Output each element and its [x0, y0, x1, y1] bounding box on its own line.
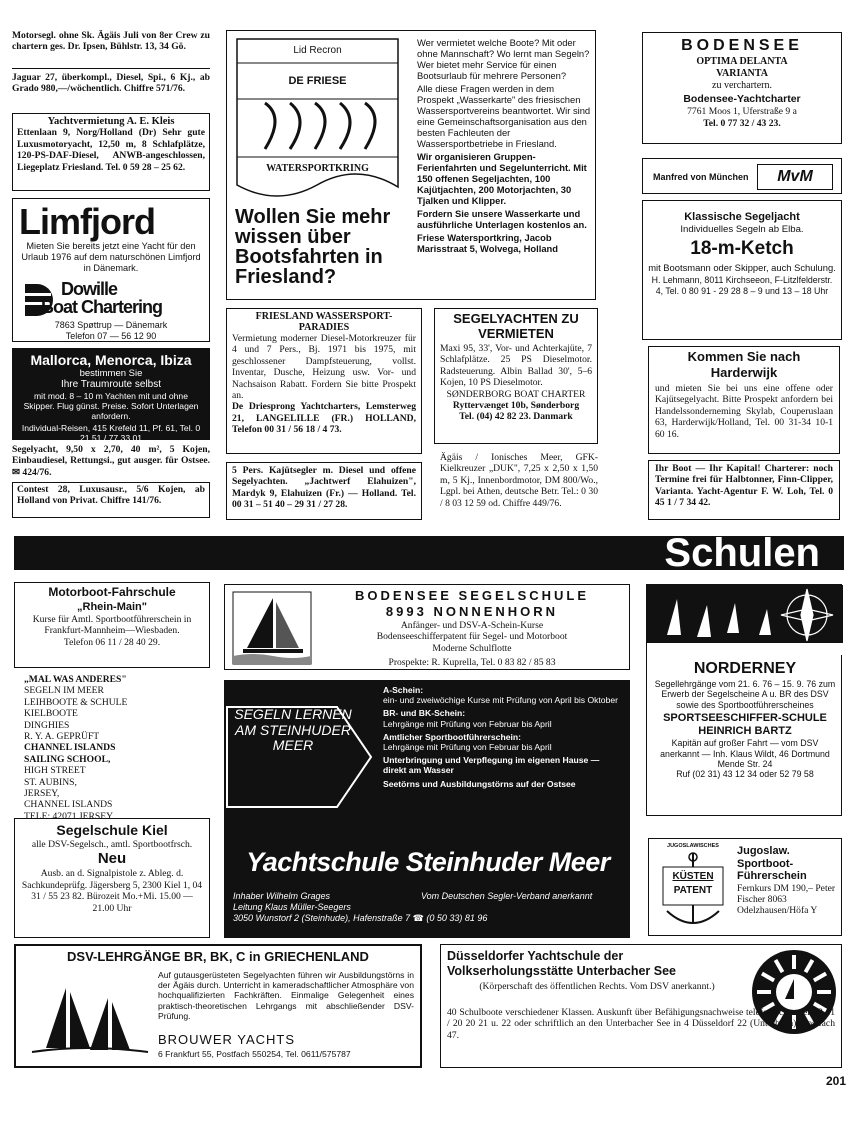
badge-top: JUGOSLAWISCHES: [667, 843, 719, 849]
steinhude-items: [383, 685, 623, 789]
limfjord-title: Limfjord: [19, 201, 155, 242]
ad-unterbach: [440, 944, 842, 1068]
segelyachten-body: Maxi 95, 33', Vor- und Achterkajüte, 7 Schlafplätze. 25 PS Dieselmotor. Radsteuerung. Albin Ballad 30', 5–6 Kojen, 10 PS Dieselmotor.: [440, 343, 592, 389]
badge-mid: KÜSTEN: [672, 871, 714, 882]
ad-yachtschule-steinhude: [224, 680, 630, 938]
item-amtl-text: Lehrgänge mit Prüfung von Februar bis April: [383, 742, 552, 753]
griechenland-body: Auf gutausgerüsteten Segelyachten führen wir Ausbildungstörns in der Ägäis durch. Unterricht in kameradschaftlicher Atmosphäre von hochqualifizierten Fachkräften. Einmalige Gelegenheit eines praktisch-theoretischen Lehrgangs mit abschließender DSV-Prüfung.: [158, 970, 414, 1021]
mallorca-footer: Individual-Reisen, 415 Krefeld 11, Pf. 61, Tel. 0 21 51 / 77 33 01: [21, 423, 201, 443]
norderney-phone: Ruf (02 31) 43 12 34 oder 52 79 58: [676, 769, 814, 780]
ad-segelyacht: Segelyacht, 9,50 x 2,70, 40 m², 5 Kojen, Einbaudiesel, Rettungsi., gut ausger. für Ostsee. ✉ 424/76.: [12, 444, 210, 478]
item-amtl-title: Amtlicher Sportbootführerschein:: [383, 731, 521, 742]
ad-bodensee-segelschule: [224, 584, 630, 670]
friese-logo-mid: DE FRIESE: [288, 75, 347, 87]
ad-jugoslaw-patent: [648, 838, 842, 936]
bodensee-title: BODENSEE: [681, 37, 803, 54]
mallorca-sub: bestimmen Sie: [79, 368, 143, 379]
norderney-detail: Kapitän auf großer Fahrt — vom DSV anerkannt — Inh. Klaus Wildt, 46 Dortmund Mende Str. 24: [660, 738, 830, 770]
ad-ketch: [642, 200, 842, 340]
item-a-title: A-Schein:: [383, 685, 424, 695]
jugoslaw-title: Jugoslaw. Sportboot-Führerschein: [737, 845, 807, 882]
page-number: 201: [826, 1074, 847, 1088]
friese-para1: Alle diese Fragen werden in dem Prospekt „Wasserkarte" des friesischen Wassersportvereins beantwortet. Wir sind eine Gemeinschaftsorganisation aus den besten Fachleuten der Wassersportbetriebe in Friesland.: [417, 83, 591, 149]
steinhude-arrow-text: SEGELN LERNEN AM STEINHUDER MEER: [234, 706, 352, 753]
bodensee-address: 7761 Moos 1, Uferstraße 9 a: [687, 106, 797, 117]
ad-duk: Ägäis / Ionisches Meer, GFK-Kielkreuzer „DUK", 7,25 x 2,50 x 1,50 m, 5 Kj., Innenbordmotor, DM 800/Wo., Lgpl. bei Athen, deutsche Betr. Tel.: 0 30 / 8 03 12 59 od. Chiffre 449/76.: [440, 452, 598, 509]
kiel-sub: alle DSV-Segelsch., amtl. Sportbootfrsch.: [31, 839, 193, 850]
sailboats-icon: [26, 968, 152, 1064]
mallorca-title: Mallorca, Menorca, Ibiza: [30, 352, 192, 368]
bodensee-company: Bodensee-Yachtcharter: [683, 93, 801, 105]
rheinmain-body: Kurse für Amtl. Sportbootführerschein in Frankfurt-Mannheim—Wiesbaden.: [32, 614, 192, 637]
ad-segelyachten-vermieten: [434, 308, 598, 444]
unterbach-title: Düsseldorfer Yachtschule der Volkserholungsstätte Unterbacher See: [447, 949, 677, 978]
jersey-body: SEGELN IM MEER LEIHBOOTE & SCHULE KIELBOOTE DINGHIES R. Y. A. GEPRÜFT: [24, 685, 128, 743]
ad-mvm-header: [642, 158, 842, 194]
steinhude-addr: 3050 Wunstorf 2 (Steinhude), Hafenstraße 7: [233, 913, 411, 923]
steinhude-script: Yachtschule Steinhuder Meer: [246, 847, 610, 877]
sailboat-photo-icon: [233, 592, 311, 664]
item-br-title: BR- und BK-Schein:: [383, 708, 466, 719]
ad-friese-watersportkring: [226, 30, 596, 300]
item-br-text: Lehrgänge mit Prüfung von Februar bis April: [383, 718, 552, 729]
item-a-text: ein- und zweiwöchige Kurse mit Prüfung von April bis Oktober: [383, 695, 619, 706]
ad-segelschule-kiel: [14, 818, 210, 938]
ad-bodensee-charter: [642, 32, 842, 144]
norderney-sails-icon: [647, 585, 843, 655]
nonnenhorn-subtitle: 8993 NONNENHORN: [385, 604, 559, 619]
ad-kajuetsegler: 5 Pers. Kajütsegler m. Diesel und offene Segelyachten. „Jachtwerf Elahuizen", Mardyk 9, Elahuizen (Fr.) — Holland. Tel. 00 31 – 51 40 – 29 31 / 27 28.: [226, 462, 422, 520]
jersey-address: HIGH STREET ST. AUBINS, JERSEY, CHANNEL ISLANDS TELE: 42071 JERSEY: [24, 765, 114, 822]
schulen-banner: [14, 531, 844, 575]
griechenland-address: 6 Frankfurt 55, Postfach 550254, Tel. 0611/575787: [158, 1049, 351, 1059]
item-unterbringung: Unterbringung und Verpflegung im eigenen Hause — direkt am Wasser: [383, 755, 600, 776]
ketch-headline: 18-m-Ketch: [690, 238, 794, 259]
bodensee-line1: OPTIMA DELANTA: [696, 56, 788, 67]
ketch-body: mit Bootsmann oder Skipper, auch Schulung.: [648, 262, 836, 273]
nonnenhorn-line2: Bodenseeschifferpatent für Segel- und Motorboot: [376, 631, 568, 643]
rheinmain-sub: „Rhein-Main": [77, 601, 147, 613]
friese-bold3: Friese Watersportkring, Jacob Marisstraat 5, Wolvega, Holland: [417, 232, 559, 254]
limfjord-phone: Telefon 07 — 56 12 90: [65, 331, 157, 341]
limfjord-body: Mieten Sie bereits jetzt eine Yacht für den Urlaub 1976 auf dem naturschönen Limfjord in Dänemark.: [21, 241, 201, 273]
griechenland-brand: BROUWER YACHTS: [158, 1032, 296, 1047]
schulen-title: Schulen: [664, 531, 820, 575]
norderney-name: HEINRICH BARTZ: [698, 725, 792, 738]
dowille-logo: [19, 280, 203, 320]
paradies-title: FRIESLAND WASSERSPORT-PARADIES: [255, 311, 393, 333]
ad-contest: Contest 28, Luxusausr., 5/6 Kojen, ab Holland von Privat. Chiffre 141/76.: [12, 482, 210, 518]
dowille-line2: Boat Chartering: [41, 297, 163, 317]
paradies-contact: De Driesprong Yachtcharters, Lemsterweg 21, LANGELILLE (FR.) HOLLAND, Telefon 00 31 / 56 18 / 4 73.: [232, 401, 416, 436]
harderwijk-body: und mieten Sie bei uns eine offene oder Kajütsegelyacht. Bitte Prospekt anfordern bei Handelssonderneming Skylab, Couperuslaan 63, Harderwijk/Holland, Tel. 00 31-34 10-1 60 16.: [655, 383, 833, 440]
norderney-body: Segellehrgänge vom 21. 6. 76 – 15. 9. 76 zum Erwerb der Segelscheine A u. BR des DSV sowie des Sportbootführerscheines: [654, 679, 836, 710]
friese-logo-bottom: WATERSPORTKRING: [266, 163, 369, 174]
ad-kleis: [12, 113, 210, 191]
dowille-line1: Dowille: [61, 279, 118, 299]
ad-jaguar: Jaguar 27, überkompl., Diesel, Spi., 6 Kj., ab Grado 980,—/wöchentlich. Chiffre 571/76.: [12, 72, 210, 95]
mallorca-body: mit mod. 8 – 10 m Yachten mit und ohne Skipper. Flug günst. Preise. Sofort Unterlagen anfordern.: [23, 391, 199, 421]
friese-bold2: Fordern Sie unsere Wasserkarte und ausführliche Unterlagen kostenlos an.: [417, 208, 587, 230]
rheinmain-title: Motorboot-Fahrschule: [48, 585, 176, 599]
norderney-school: SPORTSEESCHIFFER-SCHULE: [663, 712, 827, 725]
nonnenhorn-footer: Prospekte: R. Kuprella, Tel. 0 83 82 / 85 83: [388, 657, 556, 669]
mallorca-route: Ihre Traumroute selbst: [60, 379, 162, 390]
norderney-title: NORDERNEY: [693, 660, 797, 677]
segelyachten-company: SØNDERBORG BOAT CHARTER: [446, 388, 586, 400]
nonnenhorn-title: BODENSEE SEGELSCHULE: [354, 588, 590, 603]
ketch-title: Klassische Segeljacht: [684, 211, 800, 223]
ketch-sub: Individuelles Segeln ab Elba.: [680, 224, 804, 235]
ad-harderwijk: [648, 346, 840, 454]
segelyachten-title: SEGELYACHTEN ZU VERMIETEN: [453, 311, 579, 341]
kiel-body: Ausb. an d. Signalpistole z. Ableg. d. Sachkundeprüfg. Jägersberg 5, 2300 Kiel 1, 04 31 / 55 23 82. Bürozeit Mo.+Mi. 15.00 — 21.00 Uhr: [21, 868, 203, 914]
friese-bold1: Wir organisieren Gruppen-Ferienfahrten und Segelunterricht. Mit 150 offenen Segeljachten, 100 Kajütjachten, 200 Motorjachten, 30 Tjalken und Klipper.: [417, 151, 587, 206]
unterbach-body: 40 Schulboote verschiedener Klassen. Auskunft über Befähigungsnachweise telefonisch unter 02 11 / 20 20 21 u. 22 oder schriftlich an den Unterbacher See in 4 Düsseldorf 22 (Unterbach), Postfach 47.: [447, 1007, 835, 1041]
jugoslaw-body: Fernkurs DM 190,– Peter Fischer 8063 Odelzhausen/Höfa Y: [737, 882, 836, 916]
ad-limfjord: [12, 198, 210, 342]
kiel-neu: Neu: [97, 850, 127, 868]
ad-norderney: [646, 584, 842, 816]
ad-griechenland: [14, 944, 422, 1068]
kuesten-badge: [653, 843, 733, 931]
ketch-contact: H. Lehmann, 8011 Kirchseeon, F-Litzlfelderstr. 4, Tel. 0 80 91 - 29 28 8 – 9 und 13 – 18 Uhr: [651, 275, 833, 296]
ad-motorsegler: Motorsegl. ohne Sk. Ägäis Juli von 8er Crew zu chartern ges. Dr. Ipsen, Bühlstr. 13, 34 Gö.: [12, 30, 210, 53]
ad-jersey: [24, 674, 214, 822]
ad-rhein-main: [14, 582, 210, 668]
ad-wassersport-paradies: [226, 308, 422, 454]
bodensee-phone: Tel. 0 77 32 / 43 23.: [703, 118, 781, 129]
nonnenhorn-line3: Moderne Schulflotte: [432, 642, 512, 654]
item-seetoerns: Seetörns und Ausbildungstörns auf der Ostsee: [383, 778, 576, 789]
friese-headline: Wollen Sie mehr wissen über Bootsfahrten in Friesland?: [235, 206, 391, 288]
friese-logo-top: Lid Recron: [293, 45, 342, 56]
divider: [12, 68, 210, 69]
jersey-bold: CHANNEL ISLANDS SAILING SCHOOL,: [24, 742, 116, 765]
rheinmain-phone: Telefon 06 11 / 28 40 29.: [63, 636, 161, 648]
steinhude-phone: ☎ (0 50 33) 81 96: [412, 913, 488, 923]
steinhude-owner: Inhaber Wilhelm Grages: [233, 891, 330, 901]
segelyachten-phone: Tel. (04) 42 82 23. Danmark: [459, 411, 573, 423]
friese-questions: Wer vermietet welche Boote? Mit oder ohne Mannschaft? Wo lernt man Segeln? Wer bietet mehr Service für einen Bootsurlaub für mehrere Personen?: [417, 37, 590, 81]
griechenland-title: DSV-LEHRGÄNGE BR, BK, C in GRIECHENLAND: [67, 949, 369, 964]
paradies-body: Vermietung moderner Diesel-Motorkreuzer für 4 und 7 Pers., Bj. 1971 bis 1975, mit geschlossener Dampfsteuerung, vollst. Inventar, Dusche, Heizung usw. Vor- und Nachsaison Rabatt. Fordern Sie bitte Prospekt an.: [232, 333, 416, 402]
mvm-manfred: Manfred von München: [653, 172, 749, 182]
jersey-line1: „MAL WAS ANDERES": [24, 674, 127, 685]
badge-bottom: PATENT: [673, 885, 713, 896]
steinhude-lead: Leitung Klaus Müller-Seegers: [233, 902, 351, 912]
unterbach-sub: (Körperschaft des öffentlichen Rechts. Vom DSV anerkannt.): [479, 981, 715, 992]
mvm-logo: MvM: [757, 164, 833, 190]
kleis-body: Ettenlaan 9, Norg/Holland (Dr) Sehr gute Luxusmotoryacht, 12,50 m, 8 Schlafplätze, 120-PS-DAF-Diesel, ANWB-angeschlossen, Liegeplatz Friesland. Tel. 0 59 28 – 25 62.: [17, 127, 205, 173]
harderwijk-title: Kommen Sie nach Harderwijk: [687, 349, 801, 380]
bodensee-line2: VARIANTA: [716, 68, 768, 79]
friese-text: [417, 37, 591, 254]
kiel-title: Segelschule Kiel: [56, 822, 168, 838]
bodensee-line3: zu verchartern.: [712, 80, 772, 91]
limfjord-address: 7863 Spøttrup — Dänemark: [54, 320, 168, 330]
friese-logo: [235, 37, 400, 197]
segelyachten-address: Ryttervænget 10b, Sønderborg: [452, 400, 580, 412]
ad-mallorca: [12, 348, 210, 443]
ad-ihr-boot: Ihr Boot — Ihr Kapital! Charterer: noch Termine frei für Halbtonner, Finn-Clipper, Varianta. Yacht-Agentur F. W. Loh, Tel. 0 45 1 / 7 34 42.: [648, 460, 840, 520]
kleis-title: Yachtvermietung A. E. Kleis: [47, 116, 175, 127]
nonnenhorn-line1: Anfänger- und DSV-A-Schein-Kurse: [400, 620, 544, 631]
steinhude-dsv: Vom Deutschen Segler-Verband anerkannt: [421, 891, 593, 901]
